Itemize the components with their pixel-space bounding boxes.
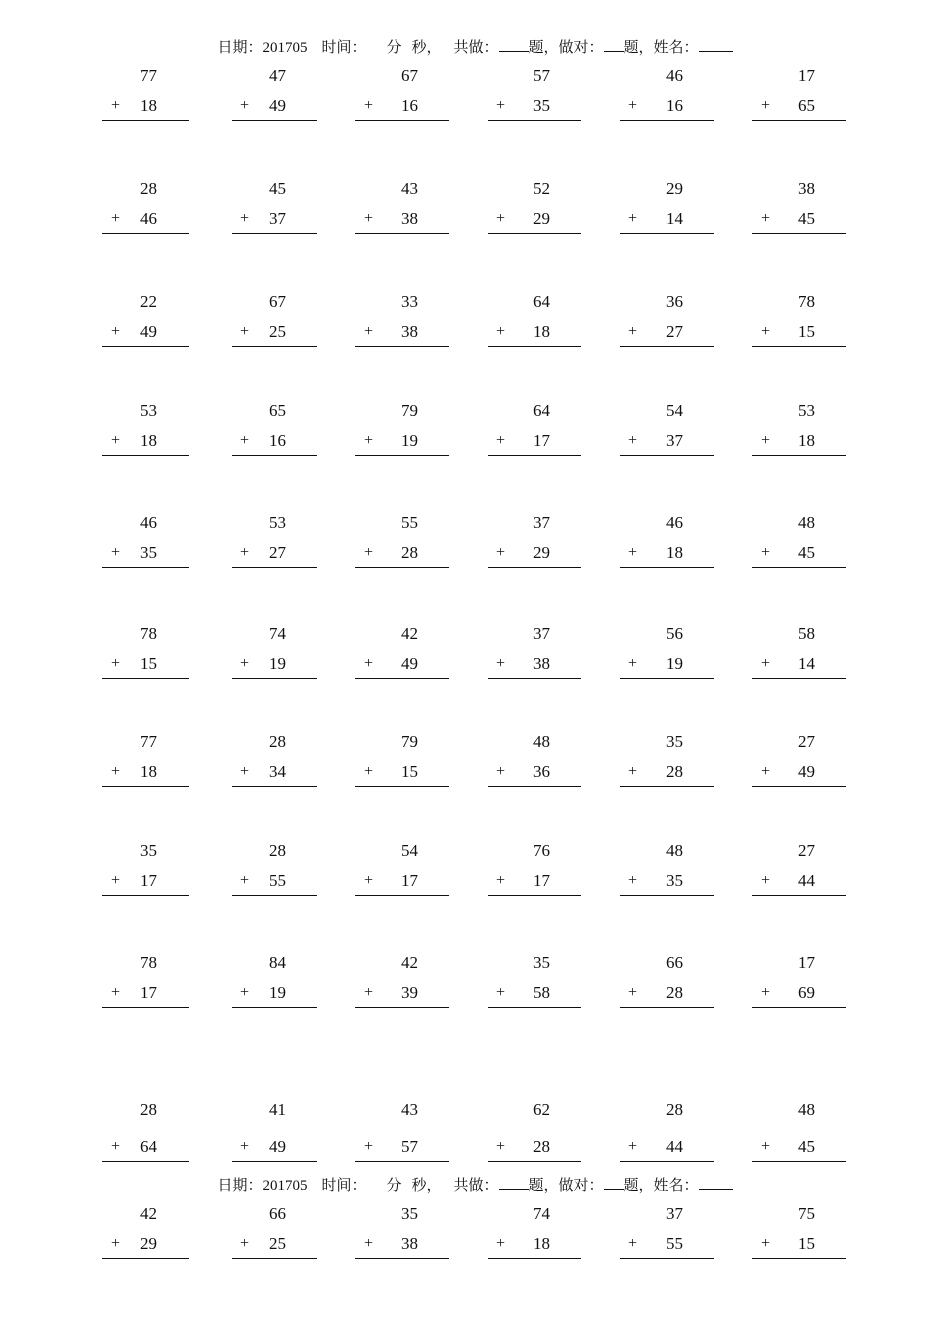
answer-line[interactable] (620, 346, 714, 347)
addend-top: 35 (401, 1204, 418, 1223)
addend-bottom: 17 (533, 431, 550, 450)
second-label: 秒， (411, 1178, 442, 1194)
addend-top: 17 (798, 953, 815, 972)
addend-top: 54 (666, 401, 683, 420)
answer-line[interactable] (752, 1258, 846, 1259)
addend-bottom: 25 (269, 322, 286, 341)
addend-top: 35 (533, 953, 550, 972)
addend-top: 36 (666, 292, 683, 311)
addend-top: 46 (140, 513, 157, 532)
answer-line[interactable] (355, 567, 449, 568)
answer-line[interactable] (488, 120, 581, 121)
addend-bottom: 64 (140, 1137, 157, 1156)
addend-bottom: 69 (798, 983, 815, 1002)
addend-bottom: 17 (140, 871, 157, 890)
answer-line[interactable] (355, 1161, 449, 1162)
answer-line[interactable] (620, 1258, 714, 1259)
plus-sign: + (761, 97, 771, 114)
plus-sign: + (496, 1235, 506, 1252)
plus-sign: + (628, 655, 638, 672)
addend-bottom: 35 (533, 96, 550, 115)
addend-top: 77 (140, 732, 157, 751)
answer-line[interactable] (232, 1161, 317, 1162)
answer-line[interactable] (232, 120, 317, 121)
plus-sign: + (364, 1235, 374, 1252)
addend-bottom: 49 (269, 1137, 286, 1156)
plus-sign: + (496, 97, 506, 114)
answer-line[interactable] (232, 1007, 317, 1008)
plus-sign: + (240, 655, 250, 672)
time-label: 时间： (321, 1178, 367, 1194)
plus-sign: + (496, 544, 506, 561)
addend-top: 74 (533, 1204, 550, 1223)
addend-bottom: 18 (666, 543, 683, 562)
plus-sign: + (111, 210, 121, 227)
time-label: 时间： (321, 40, 367, 56)
answer-line[interactable] (102, 1007, 189, 1008)
addend-top: 28 (269, 732, 286, 751)
addend-top: 67 (401, 66, 418, 85)
addend-top: 42 (401, 624, 418, 643)
done-label: 共做： (453, 40, 499, 56)
addend-top: 42 (401, 953, 418, 972)
addend-top: 33 (401, 292, 418, 311)
date-label: 日期： (217, 1178, 263, 1194)
addend-bottom: 17 (401, 871, 418, 890)
answer-line[interactable] (488, 786, 581, 787)
addend-bottom: 15 (401, 762, 418, 781)
addend-top: 57 (533, 66, 550, 85)
addend-top: 35 (140, 841, 157, 860)
answer-line[interactable] (232, 1258, 317, 1259)
answer-line[interactable] (488, 895, 581, 896)
addend-top: 58 (798, 624, 815, 643)
plus-sign: + (496, 763, 506, 780)
addend-top: 53 (798, 401, 815, 420)
addend-bottom: 57 (401, 1137, 418, 1156)
date-value: 201705 (262, 1178, 308, 1194)
answer-line[interactable] (752, 120, 846, 121)
addend-bottom: 15 (798, 1234, 815, 1253)
addend-top: 67 (269, 292, 286, 311)
plus-sign: + (111, 97, 121, 114)
answer-line[interactable] (355, 1258, 449, 1259)
addend-top: 42 (140, 1204, 157, 1223)
addend-top: 52 (533, 179, 550, 198)
correct-count-blank[interactable] (604, 1175, 624, 1190)
answer-line[interactable] (620, 567, 714, 568)
plus-sign: + (111, 544, 121, 561)
addend-bottom: 37 (666, 431, 683, 450)
addend-bottom: 16 (269, 431, 286, 450)
addend-top: 55 (401, 513, 418, 532)
date-value: 201705 (262, 40, 308, 56)
plus-sign: + (240, 872, 250, 889)
addend-top: 62 (533, 1100, 550, 1119)
answer-line[interactable] (488, 678, 581, 679)
plus-sign: + (364, 872, 374, 889)
addend-top: 47 (269, 66, 286, 85)
plus-sign: + (111, 1138, 121, 1155)
answer-line[interactable] (102, 1161, 189, 1162)
plus-sign: + (496, 210, 506, 227)
answer-line[interactable] (355, 895, 449, 896)
addend-top: 48 (666, 841, 683, 860)
addend-bottom: 19 (401, 431, 418, 450)
minute-label: 分 (386, 40, 402, 56)
answer-line[interactable] (488, 567, 581, 568)
plus-sign: + (240, 97, 250, 114)
addend-bottom: 45 (798, 1137, 815, 1156)
plus-sign: + (761, 984, 771, 1001)
done-label: 共做： (453, 1178, 499, 1194)
addend-bottom: 37 (269, 209, 286, 228)
plus-sign: + (364, 763, 374, 780)
answer-line[interactable] (355, 120, 449, 121)
answer-line[interactable] (620, 1007, 714, 1008)
answer-line[interactable] (232, 895, 317, 896)
plus-sign: + (496, 323, 506, 340)
addend-bottom: 45 (798, 209, 815, 228)
plus-sign: + (240, 984, 250, 1001)
plus-sign: + (240, 1138, 250, 1155)
done-count-blank[interactable] (499, 37, 529, 52)
addend-bottom: 18 (140, 431, 157, 450)
addend-top: 35 (666, 732, 683, 751)
addend-top: 43 (401, 1100, 418, 1119)
plus-sign: + (364, 655, 374, 672)
addend-bottom: 19 (666, 654, 683, 673)
addend-bottom: 38 (401, 209, 418, 228)
addend-bottom: 17 (140, 983, 157, 1002)
addend-top: 54 (401, 841, 418, 860)
answer-line[interactable] (488, 233, 581, 234)
plus-sign: + (240, 763, 250, 780)
plus-sign: + (761, 1138, 771, 1155)
addend-top: 77 (140, 66, 157, 85)
addend-bottom: 19 (269, 983, 286, 1002)
addend-top: 66 (666, 953, 683, 972)
answer-line[interactable] (355, 786, 449, 787)
addend-bottom: 39 (401, 983, 418, 1002)
answer-line[interactable] (232, 567, 317, 568)
answer-line[interactable] (620, 895, 714, 896)
addend-bottom: 28 (401, 543, 418, 562)
addend-bottom: 29 (533, 543, 550, 562)
addend-bottom: 49 (269, 96, 286, 115)
answer-line[interactable] (752, 895, 846, 896)
addend-bottom: 49 (401, 654, 418, 673)
addend-top: 56 (666, 624, 683, 643)
plus-sign: + (364, 432, 374, 449)
addend-bottom: 25 (269, 1234, 286, 1253)
addend-bottom: 45 (798, 543, 815, 562)
addend-top: 48 (798, 513, 815, 532)
answer-line[interactable] (752, 678, 846, 679)
plus-sign: + (761, 872, 771, 889)
addend-top: 53 (140, 401, 157, 420)
addend-bottom: 27 (269, 543, 286, 562)
addend-bottom: 29 (140, 1234, 157, 1253)
addend-top: 29 (666, 179, 683, 198)
plus-sign: + (364, 544, 374, 561)
addend-top: 78 (798, 292, 815, 311)
answer-line[interactable] (355, 233, 449, 234)
addend-top: 22 (140, 292, 157, 311)
addend-top: 75 (798, 1204, 815, 1223)
addend-bottom: 65 (798, 96, 815, 115)
plus-sign: + (628, 323, 638, 340)
addend-top: 45 (269, 179, 286, 198)
addend-bottom: 29 (533, 209, 550, 228)
answer-line[interactable] (752, 233, 846, 234)
answer-line[interactable] (620, 120, 714, 121)
second-label: 秒， (411, 40, 442, 56)
plus-sign: + (240, 323, 250, 340)
answer-line[interactable] (102, 678, 189, 679)
addend-bottom: 55 (269, 871, 286, 890)
plus-sign: + (364, 97, 374, 114)
plus-sign: + (111, 1235, 121, 1252)
plus-sign: + (628, 763, 638, 780)
addend-top: 28 (140, 1100, 157, 1119)
name-label: 题，姓名： (623, 1178, 699, 1194)
addend-bottom: 28 (666, 983, 683, 1002)
addend-top: 53 (269, 513, 286, 532)
plus-sign: + (761, 763, 771, 780)
plus-sign: + (761, 1235, 771, 1252)
plus-sign: + (628, 872, 638, 889)
done-question-label: 题，做对： (528, 1178, 604, 1194)
plus-sign: + (761, 544, 771, 561)
addend-bottom: 38 (401, 1234, 418, 1253)
addend-top: 43 (401, 179, 418, 198)
answer-line[interactable] (102, 233, 189, 234)
addend-top: 28 (666, 1100, 683, 1119)
plus-sign: + (240, 210, 250, 227)
correct-count-blank[interactable] (604, 37, 624, 52)
addend-bottom: 55 (666, 1234, 683, 1253)
addend-bottom: 34 (269, 762, 286, 781)
addend-bottom: 18 (140, 762, 157, 781)
answer-line[interactable] (488, 1007, 581, 1008)
answer-line[interactable] (752, 455, 846, 456)
plus-sign: + (628, 1138, 638, 1155)
plus-sign: + (364, 210, 374, 227)
plus-sign: + (496, 872, 506, 889)
addend-bottom: 38 (401, 322, 418, 341)
plus-sign: + (628, 544, 638, 561)
answer-line[interactable] (355, 1007, 449, 1008)
plus-sign: + (240, 432, 250, 449)
addend-top: 79 (401, 732, 418, 751)
plus-sign: + (761, 210, 771, 227)
answer-line[interactable] (102, 567, 189, 568)
addend-top: 38 (798, 179, 815, 198)
plus-sign: + (496, 1138, 506, 1155)
addend-top: 28 (140, 179, 157, 198)
addend-bottom: 18 (533, 1234, 550, 1253)
addend-top: 65 (269, 401, 286, 420)
answer-line[interactable] (232, 786, 317, 787)
answer-line[interactable] (488, 1161, 581, 1162)
addend-top: 37 (533, 513, 550, 532)
plus-sign: + (111, 432, 121, 449)
plus-sign: + (761, 323, 771, 340)
addend-top: 37 (666, 1204, 683, 1223)
addend-bottom: 36 (533, 762, 550, 781)
addend-top: 78 (140, 953, 157, 972)
answer-line[interactable] (752, 346, 846, 347)
answer-line[interactable] (752, 1007, 846, 1008)
date-label: 日期： (217, 40, 263, 56)
plus-sign: + (111, 763, 121, 780)
addend-bottom: 18 (533, 322, 550, 341)
answer-line[interactable] (752, 786, 846, 787)
addend-bottom: 28 (666, 762, 683, 781)
plus-sign: + (628, 97, 638, 114)
addend-bottom: 17 (533, 871, 550, 890)
addend-top: 84 (269, 953, 286, 972)
addend-top: 46 (666, 513, 683, 532)
plus-sign: + (496, 655, 506, 672)
plus-sign: + (628, 432, 638, 449)
addend-top: 79 (401, 401, 418, 420)
addend-top: 48 (798, 1100, 815, 1119)
plus-sign: + (240, 544, 250, 561)
name-blank[interactable] (699, 1175, 733, 1190)
addend-top: 46 (666, 66, 683, 85)
plus-sign: + (364, 984, 374, 1001)
addend-bottom: 18 (140, 96, 157, 115)
addend-top: 17 (798, 66, 815, 85)
answer-line[interactable] (355, 346, 449, 347)
answer-line[interactable] (232, 455, 317, 456)
addend-bottom: 44 (666, 1137, 683, 1156)
plus-sign: + (761, 432, 771, 449)
plus-sign: + (364, 1138, 374, 1155)
done-question-label: 题，做对： (528, 40, 604, 56)
plus-sign: + (628, 1235, 638, 1252)
answer-line[interactable] (102, 895, 189, 896)
addend-top: 64 (533, 401, 550, 420)
addend-top: 76 (533, 841, 550, 860)
addend-top: 28 (269, 841, 286, 860)
addend-bottom: 15 (798, 322, 815, 341)
addend-top: 37 (533, 624, 550, 643)
addend-top: 41 (269, 1100, 286, 1119)
addend-bottom: 14 (666, 209, 683, 228)
name-label: 题，姓名： (623, 40, 699, 56)
addend-bottom: 28 (533, 1137, 550, 1156)
addend-top: 74 (269, 624, 286, 643)
plus-sign: + (111, 655, 121, 672)
addend-top: 27 (798, 732, 815, 751)
addend-bottom: 44 (798, 871, 815, 890)
addend-bottom: 38 (533, 654, 550, 673)
answer-line[interactable] (355, 455, 449, 456)
answer-line[interactable] (620, 233, 714, 234)
plus-sign: + (111, 984, 121, 1001)
plus-sign: + (240, 1235, 250, 1252)
answer-line[interactable] (488, 455, 581, 456)
answer-line[interactable] (752, 567, 846, 568)
plus-sign: + (111, 872, 121, 889)
addend-bottom: 27 (666, 322, 683, 341)
minute-label: 分 (386, 1178, 402, 1194)
addend-bottom: 49 (140, 322, 157, 341)
answer-line[interactable] (102, 346, 189, 347)
addend-bottom: 46 (140, 209, 157, 228)
plus-sign: + (761, 655, 771, 672)
addend-top: 78 (140, 624, 157, 643)
answer-line[interactable] (232, 233, 317, 234)
done-count-blank[interactable] (499, 1175, 529, 1190)
answer-line[interactable] (102, 120, 189, 121)
answer-line[interactable] (232, 678, 317, 679)
plus-sign: + (364, 323, 374, 340)
answer-line[interactable] (752, 1161, 846, 1162)
answer-line[interactable] (620, 786, 714, 787)
answer-line[interactable] (102, 1258, 189, 1259)
answer-line[interactable] (102, 786, 189, 787)
worksheet-header (0, 37, 950, 57)
plus-sign: + (496, 432, 506, 449)
worksheet-header (0, 1175, 950, 1195)
addend-bottom: 15 (140, 654, 157, 673)
answer-line[interactable] (488, 1258, 581, 1259)
addend-bottom: 16 (401, 96, 418, 115)
answer-line[interactable] (620, 678, 714, 679)
plus-sign: + (111, 323, 121, 340)
plus-sign: + (496, 984, 506, 1001)
addend-top: 48 (533, 732, 550, 751)
addend-top: 64 (533, 292, 550, 311)
answer-line[interactable] (102, 455, 189, 456)
addend-top: 66 (269, 1204, 286, 1223)
addend-bottom: 35 (666, 871, 683, 890)
name-blank[interactable] (699, 37, 733, 52)
answer-line[interactable] (488, 346, 581, 347)
addend-top: 27 (798, 841, 815, 860)
addend-bottom: 35 (140, 543, 157, 562)
answer-line[interactable] (620, 1161, 714, 1162)
plus-sign: + (628, 984, 638, 1001)
answer-line[interactable] (355, 678, 449, 679)
addend-bottom: 16 (666, 96, 683, 115)
addend-bottom: 58 (533, 983, 550, 1002)
answer-line[interactable] (232, 346, 317, 347)
addend-bottom: 19 (269, 654, 286, 673)
answer-line[interactable] (620, 455, 714, 456)
plus-sign: + (628, 210, 638, 227)
addend-bottom: 14 (798, 654, 815, 673)
addend-bottom: 49 (798, 762, 815, 781)
addend-bottom: 18 (798, 431, 815, 450)
